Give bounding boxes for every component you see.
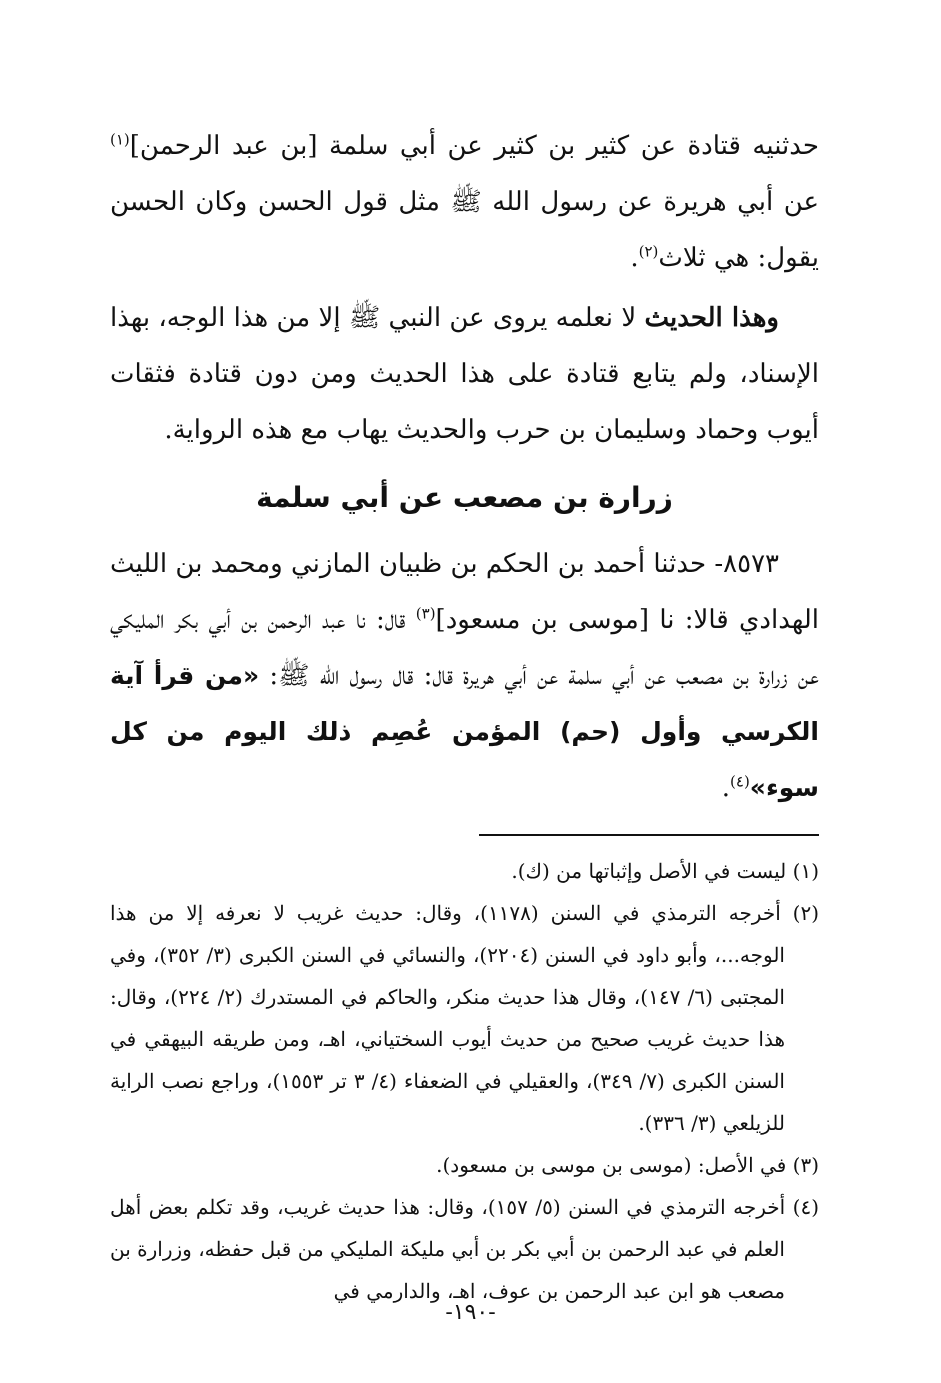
hadith-paragraph [110, 536, 819, 816]
paragraph-2-lead: وهذا الحديث [644, 303, 779, 333]
paragraph-1 [110, 118, 819, 286]
footnote-4: (٤) أخرجه الترمذي في السنن (٥/ ١٥٧)، وقال: هذا حديث غريب، وقد تكلم بعض أهل العلم في عبد الرحمن بن أبي بكر بن أبي مليكة المليكي من قبل حفظه، وزرارة بن مصعب هو ابن عبد الرحمن بن عوف، اهـ، والدارمي في [110, 1195, 819, 1303]
page-number: -١٩٠- [445, 1300, 496, 1325]
footnote-ref-2: (٢) [638, 242, 659, 261]
paragraph-1-rest: عن أبي هريرة عن رسول الله ﷺ مثل قول الحسن وكان الحسن يقول: هي ثلاث [110, 187, 819, 273]
page-body [110, 118, 819, 1312]
paragraph-2-text: لا نعلمه يروى عن النبي ﷺ إلا من هذا الوجه، بهذا الإسناد، ولم يتابع قتادة على هذا الحديث ومن دون قتادة فثقات أيوب وحماد وسليمان بن حرب والحديث يهاب مع هذه الرواية. [110, 303, 819, 445]
section-heading: زرارة بن مصعب عن أبي سلمة [256, 481, 673, 514]
paragraph-1-text: حدثنيه قتادة عن كثير بن كثير عن أبي سلمة [بن عبد الرحمن] [129, 131, 819, 161]
footnote-ref-3: (٣) [415, 604, 436, 623]
hadith-quote: «من قرأ آية الكرسي وأول (حم) المؤمن عُصِم ذلك اليوم من كل سوء» [110, 661, 819, 802]
footnotes [110, 850, 819, 1312]
footnote-1: (١) ليست في الأصل وإثباتها من (ك). [511, 859, 819, 883]
paragraph-1-end: . [630, 243, 639, 273]
paragraph-2 [110, 290, 819, 458]
hadith-end: . [721, 773, 731, 803]
hadith-intro: ٨٥٧٣- حدثنا أحمد بن الحكم بن ظبيان المازني ومحمد بن الليث الهدادي قالا: نا [موسى بن مسعود] [110, 549, 819, 635]
hadith-mid: قال: نا عبد الرحمن بن أبي بكر المليكي عن زرارة بن مصعب عن أبي سلمة عن أبي هريرة قال: قال رسول الله ﷺ: [110, 605, 819, 691]
footnote-separator [479, 834, 819, 836]
footnote-ref-4: (٤) [730, 772, 750, 791]
footnote-2: (٢) أخرجه الترمذي في السنن (١١٧٨)، وقال: حديث غريب لا نعرفه إلا من هذا الوجه...، وأبو داود في السنن (٢٢٠٤)، والنسائي في السنن الكبرى (٣/ ٣٥٢)، وفي المجتبى (٦/ ١٤٧)، وقال هذا حديث منكر، والحاكم في المستدرك (٢/ ٢٢٤)، وقال: هذا حديث غريب صحيح من حديث أيوب السختياني، اهـ، ومن طريقه البيهقي في السنن الكبرى (٧/ ٣٤٩)، والعقيلي في الضعفاء (٤/ ٣ تر ١٥٥٣)، وراجع نصب الراية للزيلعي (٣/ ٣٣٦). [110, 901, 819, 1135]
footnote-ref-1: (١) [110, 130, 130, 149]
footnote-3: (٣) في الأصل: (موسى بن موسى بن مسعود). [436, 1153, 819, 1177]
